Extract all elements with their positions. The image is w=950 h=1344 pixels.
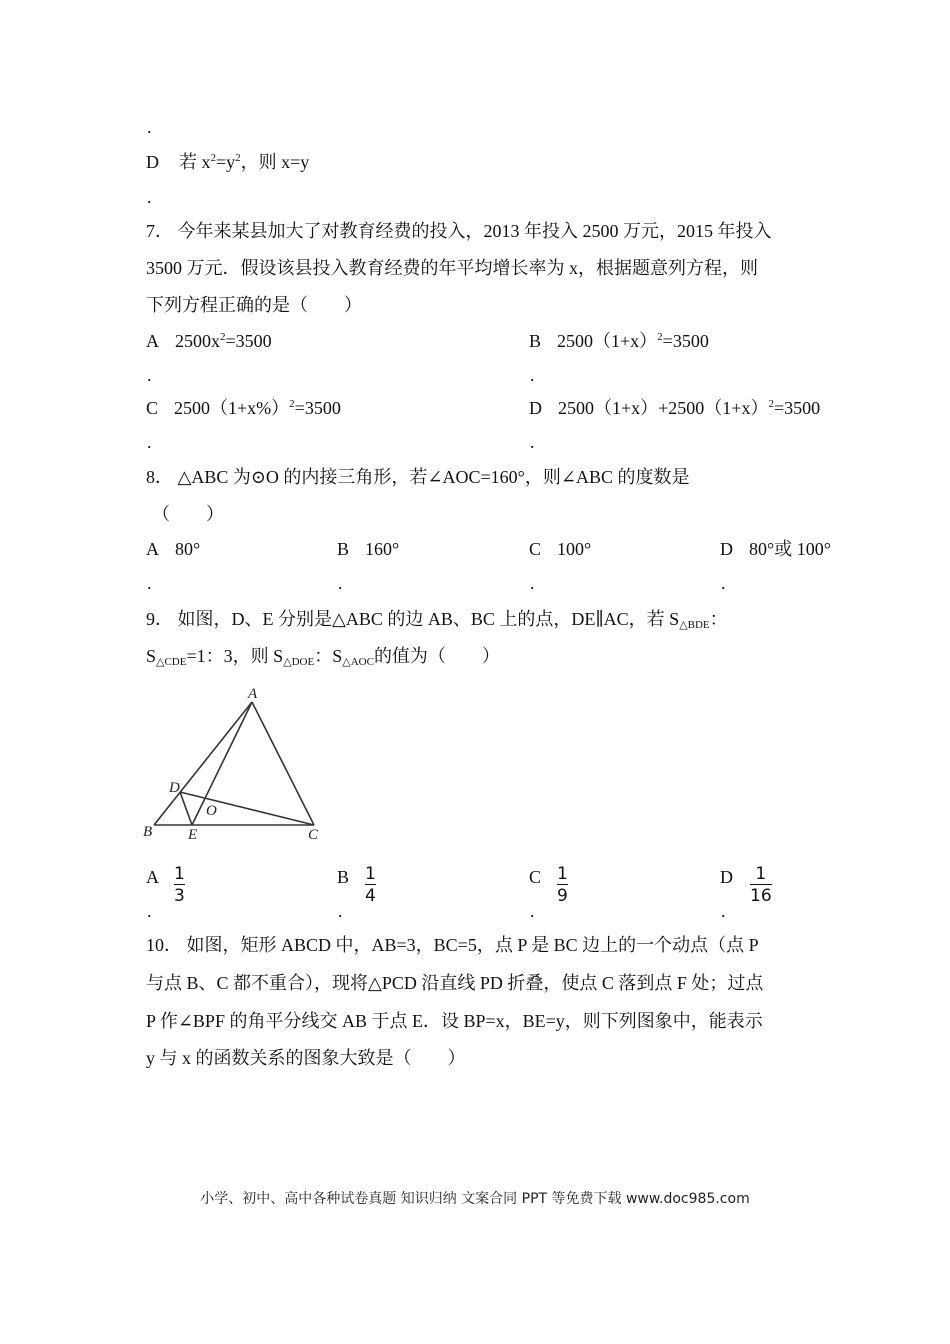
q10-stem-line: y 与 x 的函数关系的图象大致是（ ） <box>146 1048 466 1068</box>
segment-de <box>180 792 192 825</box>
stem-text: 的值为（ ） <box>373 646 500 666</box>
point-label-b: B <box>143 824 153 840</box>
option-dot: . <box>530 901 535 921</box>
q9-triangle-figure <box>140 684 330 844</box>
option-letter: D <box>146 152 159 172</box>
option-dot: . <box>147 573 152 593</box>
q6-option-d <box>146 151 309 173</box>
option-dot: . <box>338 573 343 593</box>
option-dot: . <box>530 432 535 452</box>
option-dot: . <box>147 117 152 137</box>
option-dot: . <box>147 187 152 207</box>
q8-option-a <box>146 538 200 560</box>
fraction-numerator: 1 <box>755 864 767 884</box>
stem-text: =1：3，则 S <box>186 646 284 666</box>
option-text: =3500 <box>662 331 709 351</box>
subscript: △AOC <box>342 656 374 668</box>
q9-option-letter-c: C <box>529 867 542 887</box>
stem-text: 9． 如图，D、E 分别是△ABC 的边 AB、BC 上的点，DE∥AC，若 S <box>146 609 680 629</box>
q8-stem-line: 8． △ABC 为⊙O 的内接三角形，若∠AOC=160°，则∠ABC 的度数是 <box>146 467 690 487</box>
q9-option-b-fraction <box>365 865 376 905</box>
option-letter: D <box>720 539 733 559</box>
option-letter: A <box>146 539 159 559</box>
q7-option-b <box>529 330 709 352</box>
option-letter: B <box>529 331 542 351</box>
superscript: 2 <box>289 398 295 410</box>
option-text: 2500（1+x%） <box>174 398 290 418</box>
superscript: 2 <box>235 152 241 164</box>
option-dot: . <box>530 365 535 385</box>
fraction-denominator: 9 <box>557 886 568 906</box>
q7-stem-line: 3500 万元．假设该县投入教育经费的年平均增长率为 x，根据题意列方程，则 <box>146 258 758 278</box>
superscript: 2 <box>220 331 226 343</box>
q9-option-letter-a: A <box>146 867 159 887</box>
point-label-e: E <box>188 827 198 843</box>
fraction-denominator: 16 <box>750 886 772 906</box>
option-text: =3500 <box>225 331 272 351</box>
fraction-numerator: 1 <box>557 864 568 884</box>
subscript: △BDE <box>679 619 710 631</box>
q7-option-a <box>146 330 272 352</box>
subscript: △CDE <box>156 656 187 668</box>
q9-option-d-fraction <box>750 865 772 905</box>
q8-option-c <box>529 538 591 560</box>
q10-stem-line: 与点 B、C 都不重合），现将△PCD 沿直线 PD 折叠，使点 C 落到点 F 处；过点 <box>146 973 764 993</box>
point-label-d: D <box>169 780 180 796</box>
option-text: 80° <box>175 539 201 559</box>
point-label-o: O <box>206 803 217 819</box>
fraction-bar <box>557 884 568 885</box>
option-text: 2500（1+x）+2500（1+x） <box>558 398 769 418</box>
q9-option-letter-b: B <box>337 867 350 887</box>
option-dot: . <box>338 901 343 921</box>
option-text: 80°或 100° <box>749 539 831 559</box>
q10-stem-line: 10． 如图，矩形 ABCD 中，AB=3，BC=5，点 P 是 BC 边上的一个动点（点 P <box>146 935 759 955</box>
option-letter: C <box>529 539 542 559</box>
q8-stem-line: （ ） <box>152 504 224 524</box>
option-dot: . <box>147 432 152 452</box>
option-text: ，则 x=y <box>240 152 310 172</box>
q9-option-a-fraction <box>174 865 185 905</box>
option-letter: B <box>337 539 350 559</box>
option-text: =3500 <box>773 398 821 418</box>
q7-stem-line: 7． 今年来某县加大了对教育经费的投入，2013 年投入 2500 万元，2015 年投入 <box>146 221 772 241</box>
option-dot: . <box>147 901 152 921</box>
segment-ac <box>252 702 314 825</box>
option-text: 160° <box>365 539 400 559</box>
stem-text: ：S <box>314 646 343 666</box>
option-text: 若 x <box>179 152 211 172</box>
option-dot: . <box>530 573 535 593</box>
superscript: 2 <box>210 152 216 164</box>
q9-option-c-fraction <box>557 865 568 905</box>
option-letter: D <box>529 398 542 418</box>
stem-text: ： <box>709 609 728 629</box>
fraction-bar <box>365 884 376 885</box>
option-text: 100° <box>557 539 592 559</box>
fraction-numerator: 1 <box>174 864 185 884</box>
fraction-denominator: 3 <box>174 886 185 906</box>
point-label-a: A <box>248 686 258 702</box>
q9-option-letter-d: D <box>720 867 733 887</box>
q10-stem-line: P 作∠BPF 的角平分线交 AB 于点 E．设 BP=x，BE=y，则下列图象中，能表示 <box>146 1011 763 1031</box>
q8-option-d <box>720 538 831 560</box>
option-letter: A <box>146 331 159 351</box>
stem-text: S <box>146 646 157 666</box>
option-letter: C <box>146 398 159 418</box>
option-dot: . <box>147 365 152 385</box>
q7-option-c <box>146 397 341 419</box>
fraction-numerator: 1 <box>365 864 376 884</box>
option-dot: . <box>721 573 726 593</box>
option-text: 2500x <box>175 331 220 351</box>
option-text: 2500（1+x） <box>557 331 658 351</box>
q7-stem-line: 下列方程正确的是（ ） <box>146 295 362 315</box>
point-label-c: C <box>308 827 319 843</box>
fraction-denominator: 4 <box>365 886 376 906</box>
segment-ae <box>192 702 252 825</box>
fraction-bar <box>174 884 185 885</box>
subscript: △DOE <box>283 656 315 668</box>
option-text: =y <box>216 152 236 172</box>
page-footer: 小学、初中、高中各种试卷真题 知识归纳 文案合同 PPT 等免费下载 www.doc985.com <box>200 1191 750 1207</box>
q7-option-d <box>529 397 820 419</box>
option-dot: . <box>721 901 726 921</box>
q8-option-b <box>337 538 399 560</box>
superscript: 2 <box>768 398 774 410</box>
superscript: 2 <box>657 331 663 343</box>
fraction-bar <box>750 884 772 885</box>
option-text: =3500 <box>294 398 341 418</box>
q9-stem-line <box>146 645 500 667</box>
q9-stem-line <box>146 608 728 630</box>
